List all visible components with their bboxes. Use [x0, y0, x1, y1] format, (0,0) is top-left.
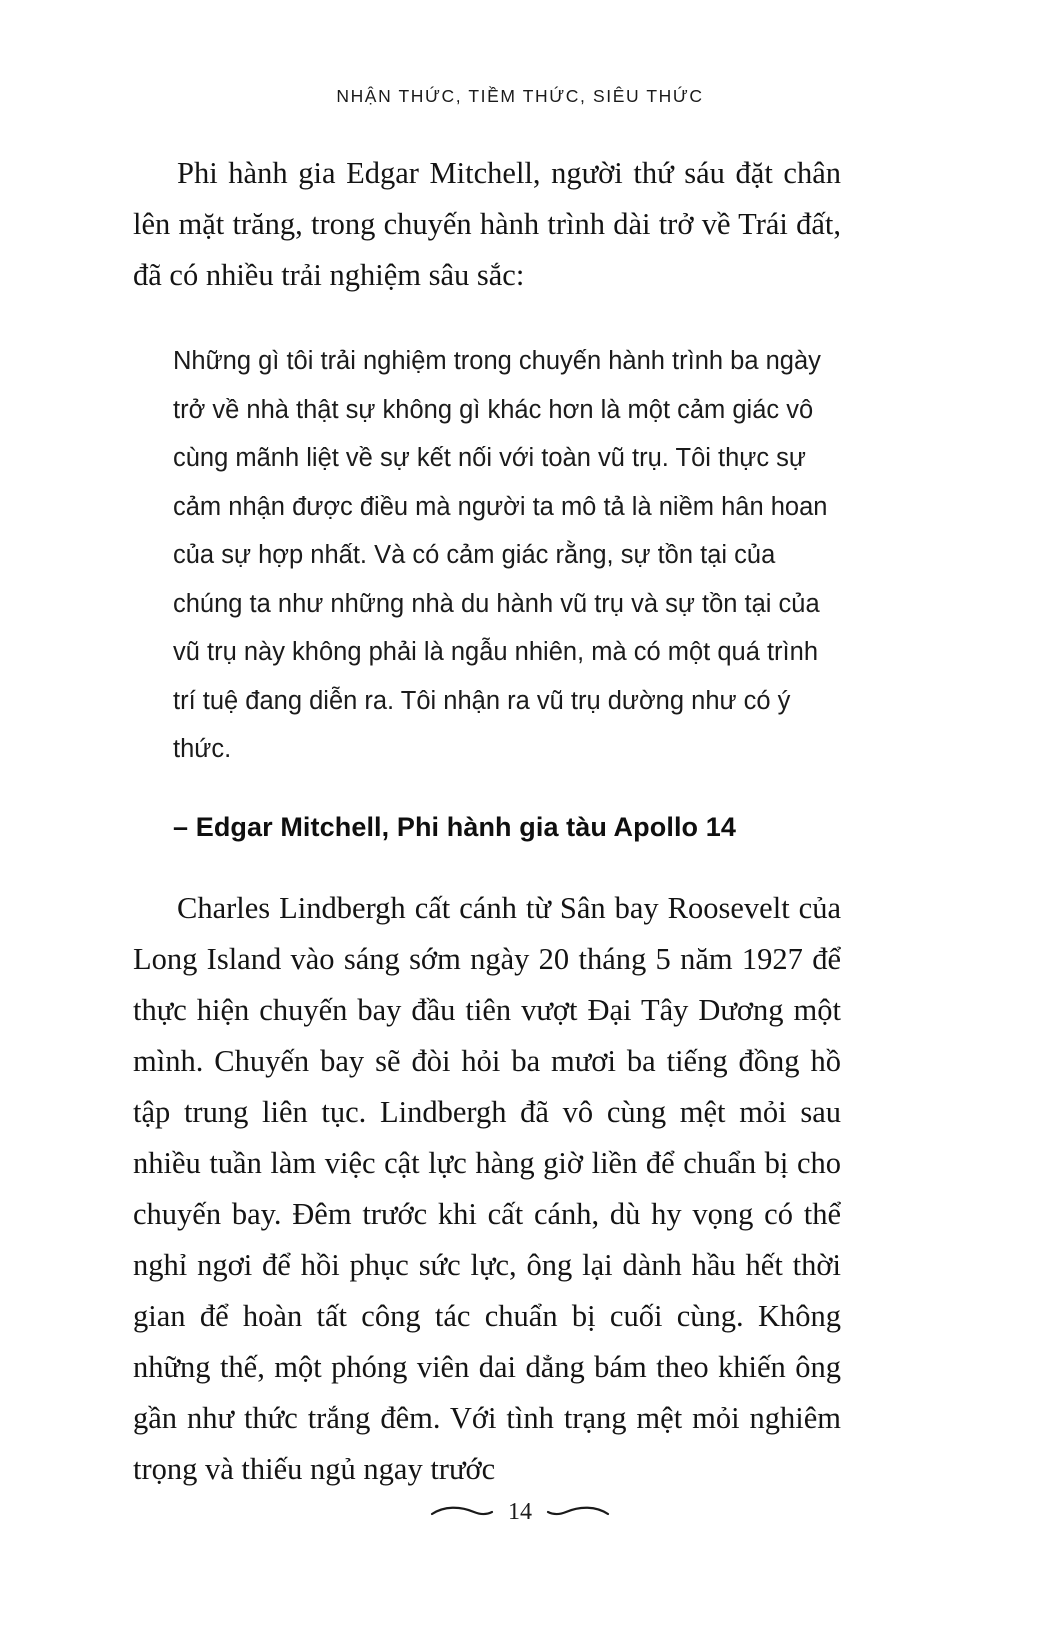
- flourish-left-icon: [430, 1503, 494, 1521]
- page-content: [133, 148, 841, 1495]
- paragraph-spacer: [133, 843, 841, 883]
- block-quote: [173, 337, 841, 843]
- page-number: 14: [508, 1499, 532, 1525]
- quote-text: Những gì tôi trải nghiệm trong chuyến hành trình ba ngày trở về nhà thật sự không gì khác hơn là một cảm giác vô cùng mãnh liệt về sự kết nối với toàn vũ trụ. Tôi thực sự cảm nhận được điều mà người ta mô tả là niềm hân hoan của sự hợp nhất. Và có cảm giác rằng, sự tồn tại của chúng ta như những nhà du hành vũ trụ và sự tồn tại của vũ trụ này không phải là ngẫu nhiên, mà có một quá trình trí tuệ đang diễn ra. Tôi nhận ra vũ trụ dường như có ý thức.: [173, 347, 828, 763]
- page-footer: [0, 1500, 1040, 1524]
- flourish-right-icon: [546, 1503, 610, 1521]
- paragraph-lindbergh: Charles Lindbergh cất cánh từ Sân bay Roosevelt của Long Island vào sáng sớm ngày 20 tháng 5 năm 1927 để thực hiện chuyến bay đầu tiên vượt Đại Tây Dương một mình. Chuyến bay sẽ đòi hỏi ba mươi ba tiếng đồng hồ tập trung liên tục. Lindbergh đã vô cùng mệt mỏi sau nhiều tuần làm việc cật lực hàng giờ liền để chuẩn bị cho chuyến bay. Đêm trước khi cất cánh, dù hy vọng có thể nghỉ ngơi để hồi phục sức lực, ông lại dành hầu hết thời gian để hoàn tất công tác chuẩn bị cuối cùng. Không những thế, một phóng viên dai dẳng bám theo khiến ông gần như thức trắng đêm. Với tình trạng mệt mỏi nghiêm trọng và thiếu ngủ ngay trước: [133, 890, 841, 1486]
- running-header: NHẬN THỨC, TIỀM THỨC, SIÊU THỨC: [336, 86, 704, 106]
- paragraph-intro: Phi hành gia Edgar Mitchell, người thứ sáu đặt chân lên mặt trăng, trong chuyến hành trình dài trở về Trái đất, đã có nhiều trải nghiệm sâu sắc:: [133, 156, 841, 292]
- quote-attribution: – Edgar Mitchell, Phi hành gia tàu Apollo 14: [173, 811, 736, 842]
